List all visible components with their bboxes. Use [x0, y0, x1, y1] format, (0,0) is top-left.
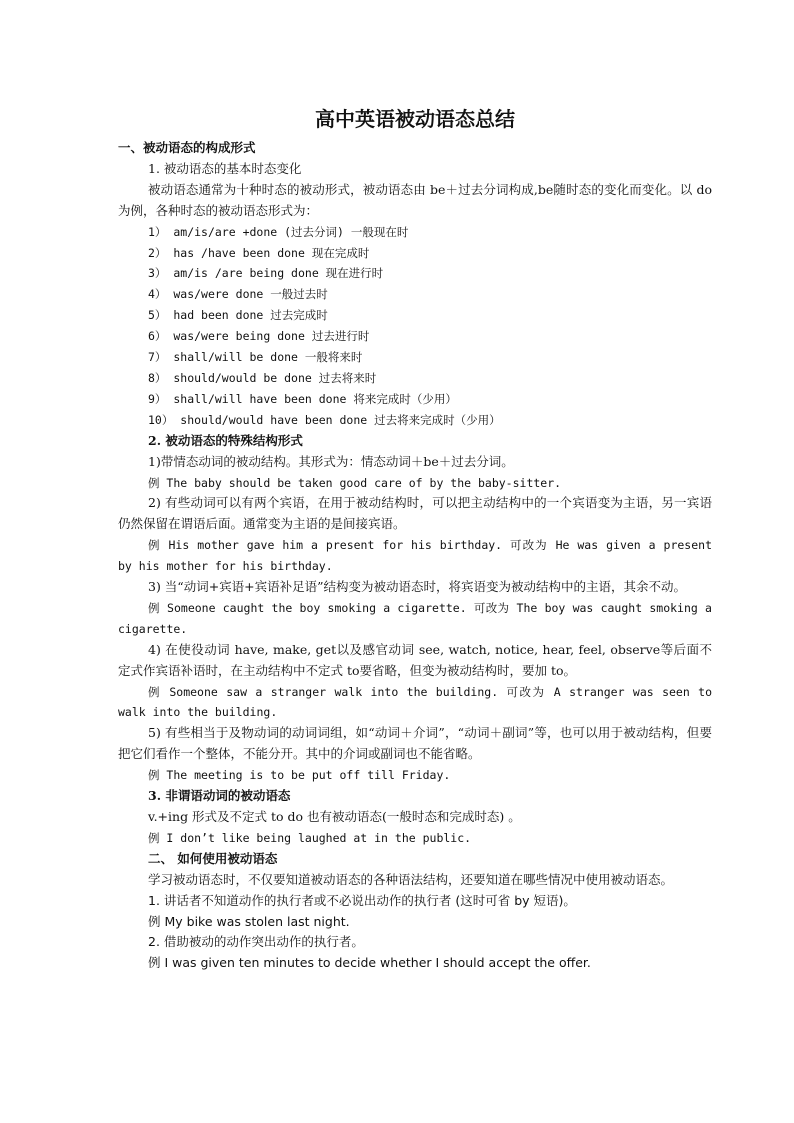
tense-item: 6） was/were being done 过去进行时	[148, 329, 370, 344]
example-sentence: 例 I don’t like being laughed at in the public.	[148, 830, 472, 845]
usage-intro-paragraph: 学习被动语态时，不仅要知道被动语态的各种语法结构，还要知道在哪些情况中使用被动语态。	[148, 871, 674, 887]
rule-paragraph: 4) 在使役动词 have, make, get以及感官动词 see, watch, notice, hear, feel, observe等后面不定式作宾语补语时，在主动结构中不定式 to要省略，但变为被动结构时，要加 to。	[118, 641, 712, 678]
section-heading-1: 一、被动语态的构成形式	[118, 140, 256, 155]
section-heading-2: 二、 如何使用被动语态	[148, 850, 278, 866]
tense-list	[118, 222, 712, 431]
example-sentence: 例 His mother gave him a present for his birthday. 可改为 He was given a present by his mother for his birthday.	[118, 538, 712, 574]
tense-item: 5） had been done 过去完成时	[148, 308, 328, 323]
tense-item: 9） shall/will have been done 将来完成时（少用）	[148, 391, 457, 406]
document-page	[118, 104, 712, 974]
example-sentence: 例 Someone saw a stranger walk into the building. 可改为 A stranger was seen to walk into the building.	[118, 684, 712, 720]
tense-item: 1） am/is/are +done (过去分词) 一般现在时	[148, 224, 409, 239]
rule-paragraph: 1)带情态动词的被动结构。其形式为：情态动词＋be＋过去分词。	[148, 453, 514, 469]
rule-paragraph: v.+ing 形式及不定式 to do 也有被动语态(一般时态和完成时态) 。	[148, 809, 521, 824]
tense-item: 7） shall/will be done 一般将来时	[148, 350, 363, 365]
rule-paragraph: 5) 有些相当于及物动词的动词词组，如“动词＋介词”，“动词＋副词”等，也可以用于被动结构，但要把它们看作一个整体，不能分开。其中的介词或副词也不能省略。	[118, 725, 712, 762]
intro-paragraph: 被动语态通常为十种时态的被动形式，被动语态由 be＋过去分词构成,be随时态的变化而变化。以 do为例，各种时态的被动语态形式为：	[118, 181, 712, 218]
tense-item: 2） has /have been done 现在完成时	[148, 245, 370, 260]
document-title: 高中英语被动语态总结	[315, 107, 515, 131]
example-sentence: 例 I was given ten minutes to decide whether I should accept the offer.	[148, 955, 591, 971]
tense-item: 10） should/would have been done 过去将来完成时（少用）	[148, 412, 501, 427]
tense-item: 3） am/is /are being done 现在进行时	[148, 266, 384, 281]
rule-paragraph: 3) 当“动词+宾语+宾语补足语”结构变为被动语态时，将宾语变为被动结构中的主语，其余不动。	[148, 579, 687, 595]
tense-item: 8） should/would be done 过去将来时	[148, 370, 377, 385]
subheading-special-structures: 2. 被动语态的特殊结构形式	[148, 432, 303, 448]
example-sentence: 例 Someone caught the boy smoking a cigarette. 可改为 The boy was caught smoking a cigarette.	[118, 600, 712, 636]
usage-point: 2. 借助被动的动作突出动作的执行者。	[148, 934, 364, 950]
example-sentence: 例 My bike was stolen last night.	[148, 913, 350, 929]
example-sentence: 例 The meeting is to be put off till Friday.	[148, 768, 451, 783]
subheading-nonfinite-passive: 3. 非谓语动词的被动语态	[148, 788, 291, 804]
subheading-basic-tenses: 1. 被动语态的基本时态变化	[148, 160, 302, 176]
usage-point: 1. 讲话者不知道动作的执行者或不必说出动作的执行者 (这时可省 by 短语)。	[148, 892, 576, 908]
example-sentence: 例 The baby should be taken good care of by the baby-sitter.	[148, 475, 562, 490]
tense-item: 4） was/were done 一般过去时	[148, 287, 328, 302]
rule-paragraph: 2) 有些动词可以有两个宾语，在用于被动结构时，可以把主动结构中的一个宾语变为主语，另一宾语仍然保留在谓语后面。通常变为主语的是间接宾语。	[118, 495, 712, 532]
